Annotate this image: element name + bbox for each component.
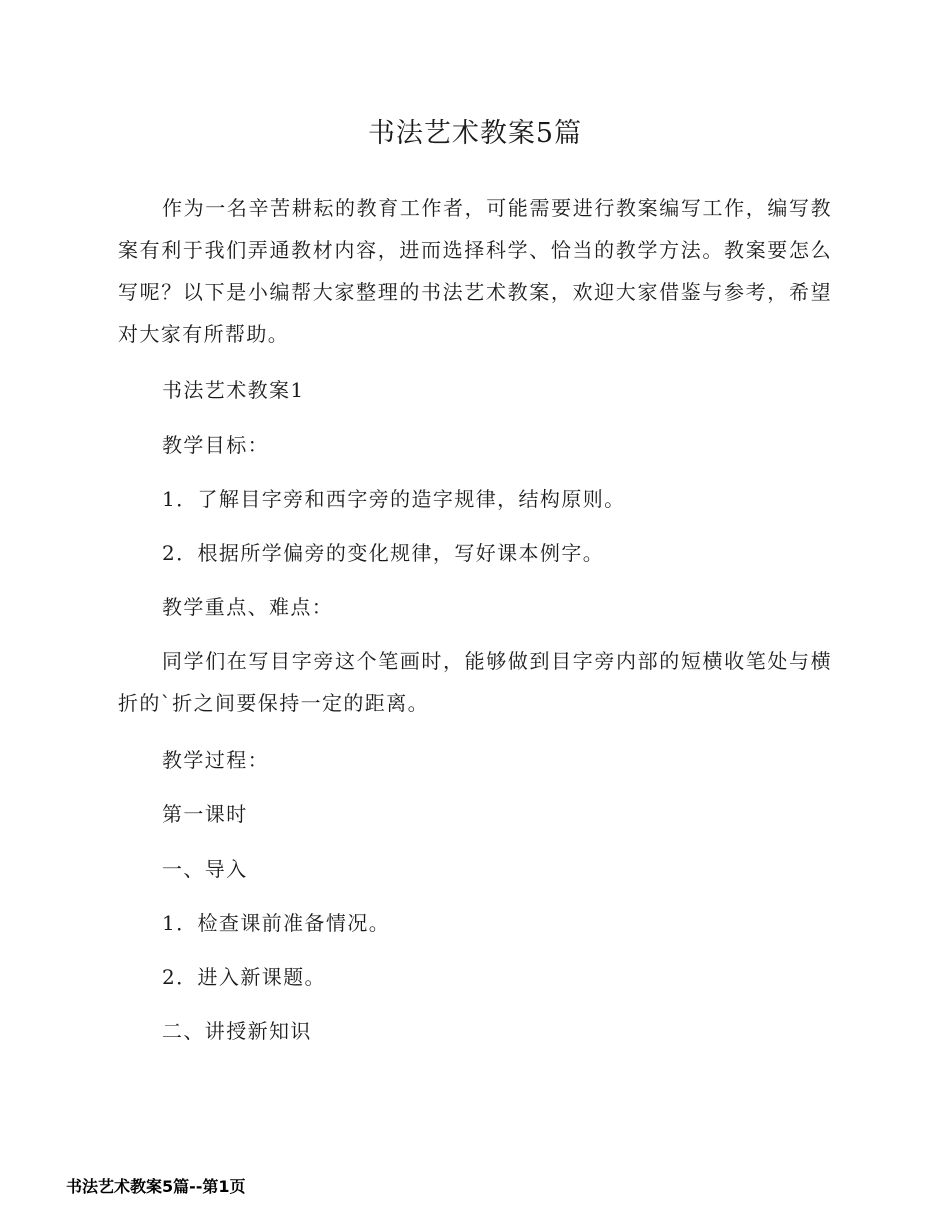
section-heading-lesson-1: 书法艺术教案1	[162, 378, 305, 402]
introduction-item-1: 1．检查课前准备情况。	[162, 911, 391, 935]
intro-paragraph: 作为一名辛苦耕耘的教育工作者，可能需要进行教案编写工作，编写教案有利于我们弄通教材内容，进而选择科学、恰当的教学方法。教案要怎么写呢？以下是小编帮大家整理的书法艺术教案，欢迎大家借鉴与参考，希望对大家有所帮助。	[118, 196, 832, 346]
page-footer: 书法艺术教案5篇--第1页	[66, 1177, 246, 1196]
section-introduction-heading: 一、导入	[162, 857, 248, 881]
objective-item-2: 2．根据所学偏旁的变化规律，写好课本例字。	[162, 541, 605, 565]
key-points-heading: 教学重点、难点：	[162, 595, 334, 619]
teaching-process-heading: 教学过程：	[162, 748, 269, 772]
document-title: 书法艺术教案5篇	[367, 118, 583, 149]
section-new-knowledge-heading: 二、讲授新知识	[162, 1019, 312, 1043]
first-lesson-heading: 第一课时	[162, 802, 248, 826]
key-points-paragraph: 同学们在写目字旁这个笔画时，能够做到目字旁内部的短横收笔处与横折的`折之间要保持一定的距离。	[118, 649, 832, 715]
teaching-objectives-heading: 教学目标：	[162, 433, 269, 457]
objective-item-1: 1．了解目字旁和西字旁的造字规律，结构原则。	[162, 487, 626, 511]
introduction-item-2: 2．进入新课题。	[162, 965, 326, 989]
